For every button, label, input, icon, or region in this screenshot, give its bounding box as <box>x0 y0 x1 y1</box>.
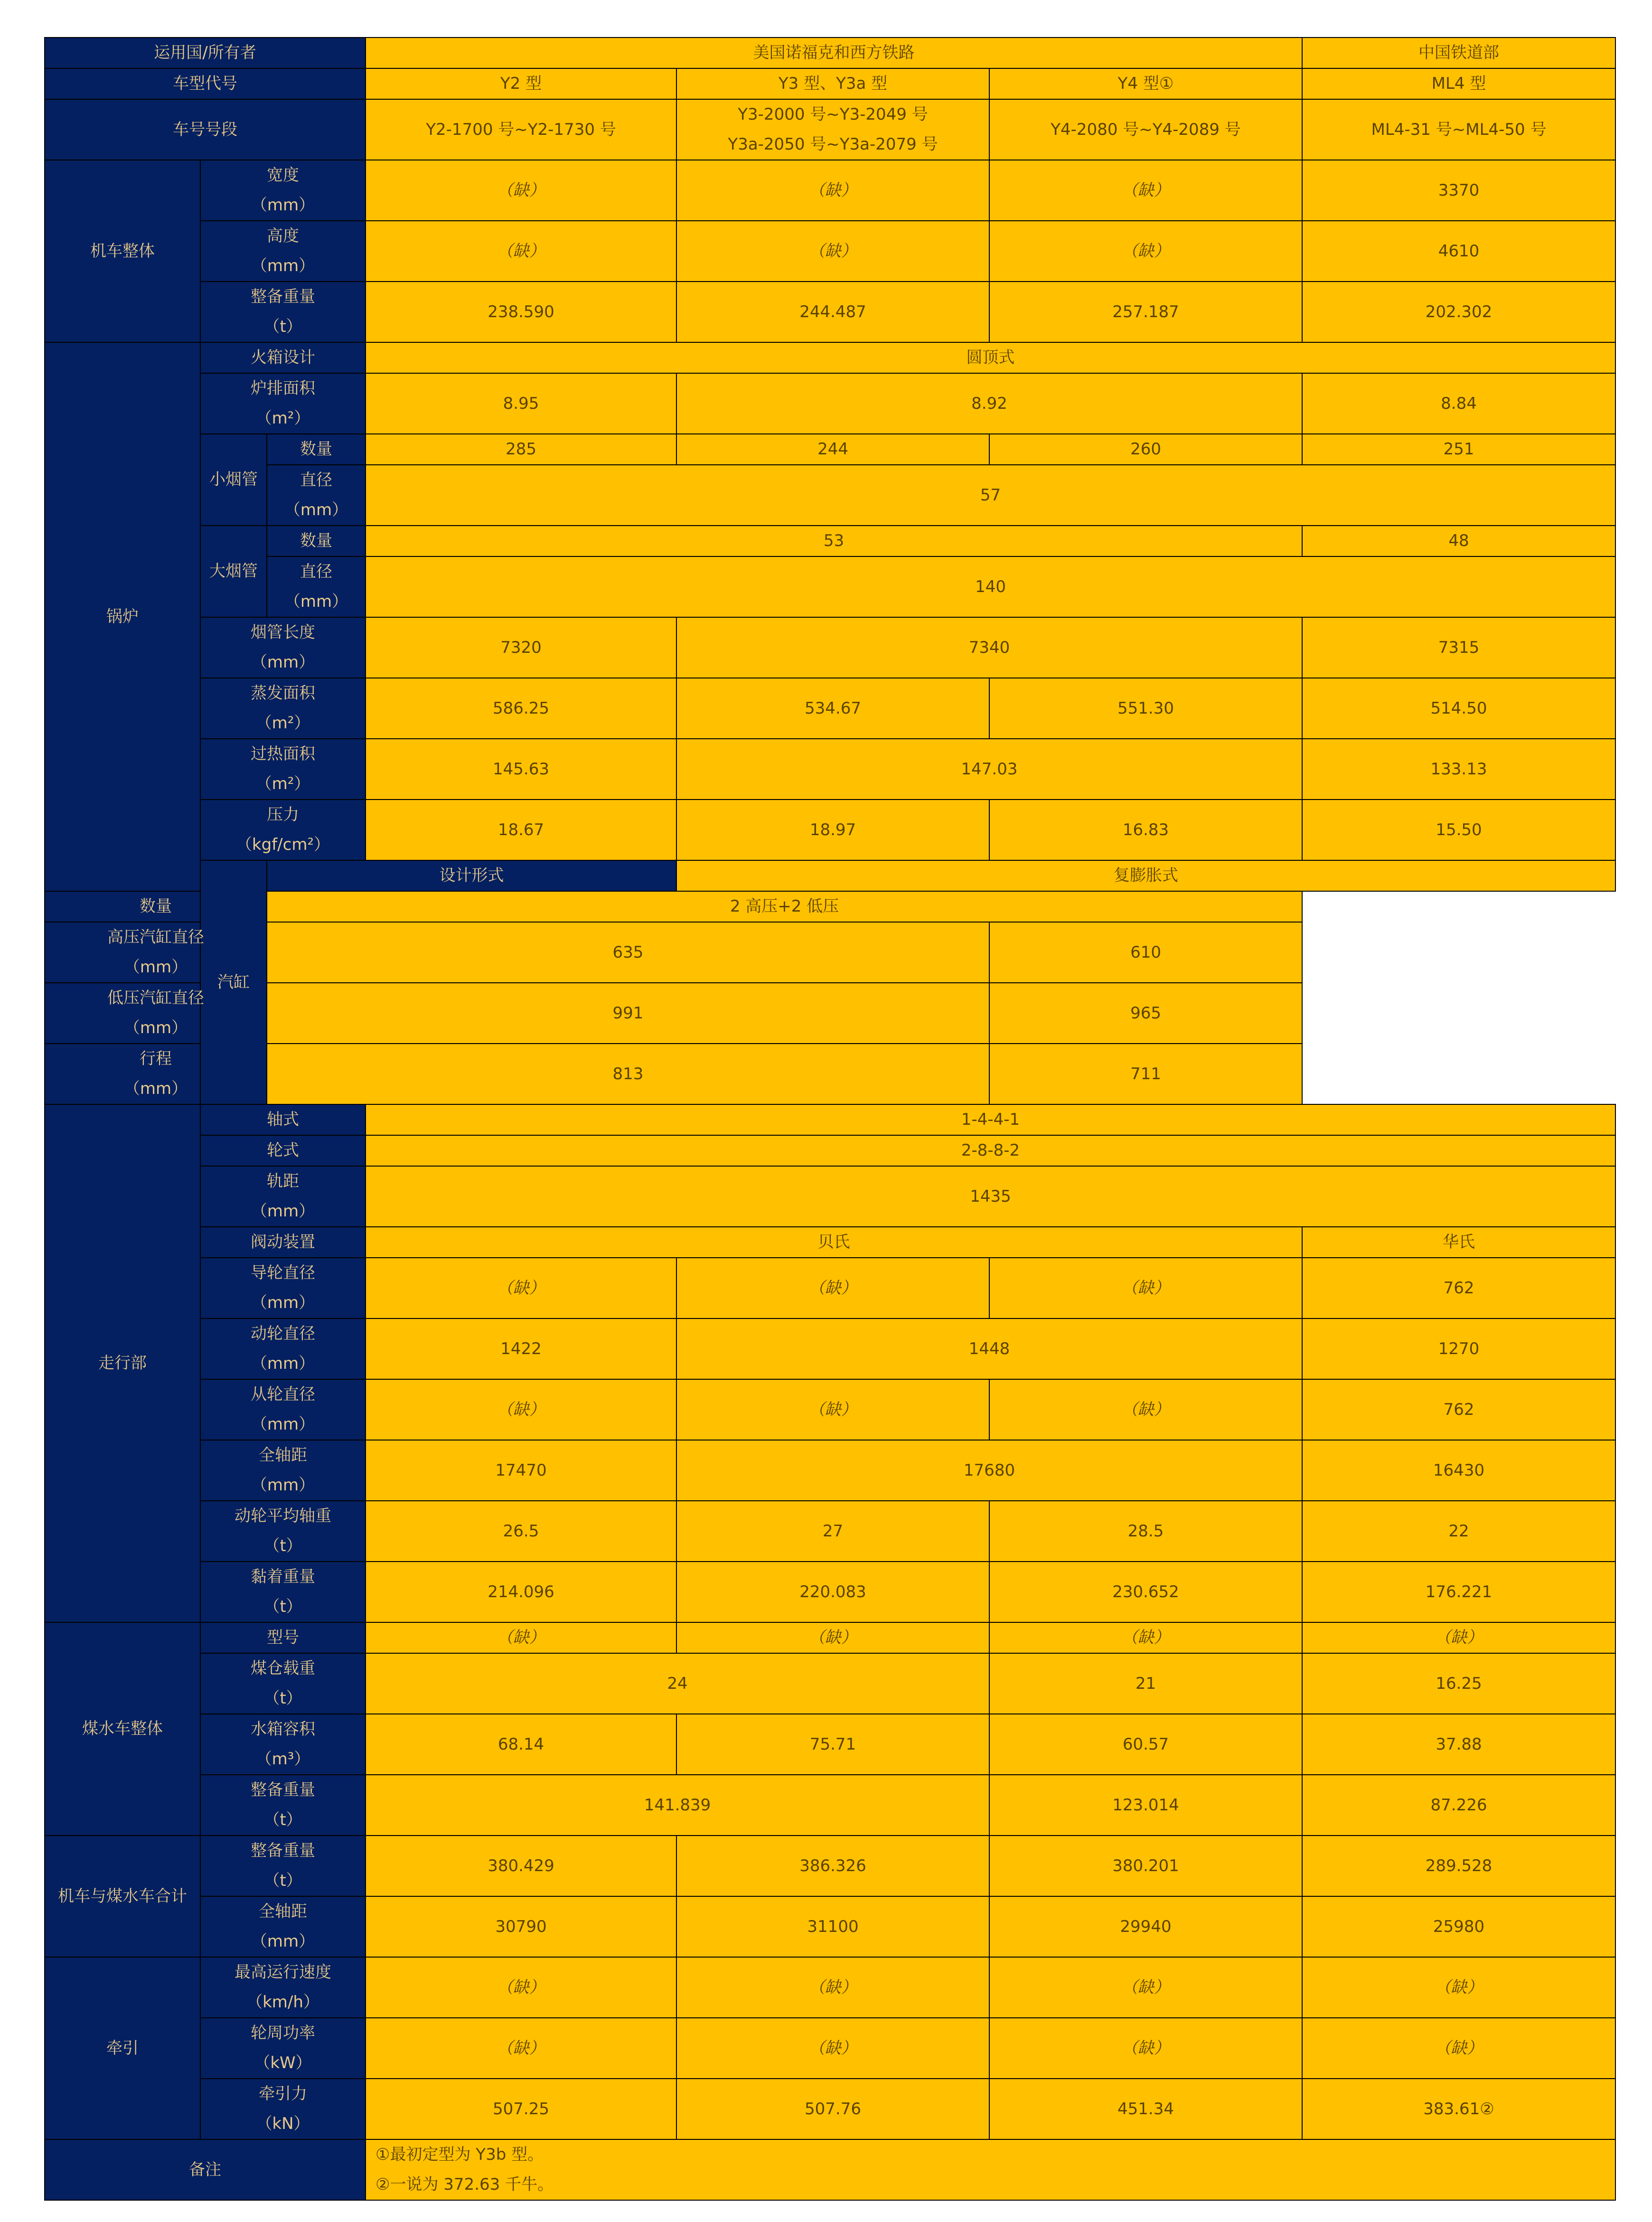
value-cell: 8.92 <box>676 373 1302 434</box>
row-label: 直径 （mm） <box>267 556 366 617</box>
missing-value-cell: （缺） <box>366 1622 676 1653</box>
value-cell: 8.95 <box>366 373 676 434</box>
value-cell: 289.528 <box>1302 1836 1615 1896</box>
row-label: 数量 <box>267 434 366 465</box>
table-row <box>45 1714 1615 1775</box>
value-cell: 251 <box>1302 434 1615 465</box>
row-label: 低压汽缸直径 （mm） <box>45 983 267 1044</box>
number-range-cell: ML4-31 号~ML4-50 号 <box>1302 99 1615 160</box>
missing-value-cell: （缺） <box>676 1258 989 1318</box>
value-cell: 21 <box>989 1653 1302 1714</box>
group-label-locomotive: 机车整体 <box>45 160 200 342</box>
value-cell: 1-4-4-1 <box>366 1104 1615 1135</box>
value-cell: 534.67 <box>676 678 989 739</box>
table-row <box>45 38 1615 68</box>
row-label: 整备重量 （t） <box>200 282 366 342</box>
value-cell: 1422 <box>366 1318 676 1379</box>
value-cell: 813 <box>267 1044 989 1104</box>
missing-value-cell: （缺） <box>989 1622 1302 1653</box>
row-label: 型号 <box>200 1622 366 1653</box>
row-label: 行程 （mm） <box>45 1044 267 1104</box>
missing-value-cell: （缺） <box>366 1957 676 2018</box>
missing-value-cell: （缺） <box>1302 2018 1615 2079</box>
row-label: 高度 （mm） <box>200 221 366 282</box>
row-label: 轮周功率 （kW） <box>200 2018 366 2079</box>
value-cell: 75.71 <box>676 1714 989 1775</box>
table-row <box>45 342 1615 373</box>
row-label: 牵引力 （kN） <box>200 2079 366 2139</box>
table-row <box>45 99 1615 160</box>
table-row <box>45 1227 1615 1258</box>
value-cell: 244.487 <box>676 282 989 342</box>
table-row <box>45 556 1615 617</box>
value-cell: 60.57 <box>989 1714 1302 1775</box>
value-cell: 230.652 <box>989 1562 1302 1622</box>
table-row <box>45 68 1615 99</box>
remark-note-1: ①最初定型为 Y3b 型。 <box>375 2145 544 2164</box>
group-label-boiler: 锅炉 <box>45 342 200 891</box>
table-row <box>45 678 1615 739</box>
value-cell: 220.083 <box>676 1562 989 1622</box>
missing-value-cell: （缺） <box>676 1957 989 2018</box>
table-row <box>45 1258 1615 1318</box>
value-cell: 991 <box>267 983 989 1044</box>
number-range-cell: Y4-2080 号~Y4-2089 号 <box>989 99 1302 160</box>
owner-usa-cell: 美国诺福克和西方铁路 <box>366 38 1302 68</box>
row-label: 动轮平均轴重 （t） <box>200 1501 366 1562</box>
missing-value-cell: （缺） <box>1302 1622 1615 1653</box>
table-row <box>45 2018 1615 2079</box>
value-cell: 华氏 <box>1302 1227 1615 1258</box>
model-cell: Y3 型、Y3a 型 <box>676 68 989 99</box>
row-label: 最高运行速度 （km/h） <box>200 1957 366 2018</box>
value-cell: 610 <box>989 922 1302 983</box>
value-cell: 1270 <box>1302 1318 1615 1379</box>
value-cell: 244 <box>676 434 989 465</box>
value-cell: 202.302 <box>1302 282 1615 342</box>
row-label: 蒸发面积 （m²） <box>200 678 366 739</box>
owner-china-cell: 中国铁道部 <box>1302 38 1615 68</box>
value-cell: 7340 <box>676 617 1302 678</box>
value-cell: 7320 <box>366 617 676 678</box>
value-cell: 1435 <box>366 1166 1615 1227</box>
value-cell: 176.221 <box>1302 1562 1615 1622</box>
missing-value-cell: （缺） <box>366 2018 676 2079</box>
value-cell: 380.201 <box>989 1836 1302 1896</box>
value-cell: 586.25 <box>366 678 676 739</box>
row-label: 数量 <box>45 891 267 922</box>
value-cell: 68.14 <box>366 1714 676 1775</box>
table-row <box>45 739 1615 800</box>
row-label: 烟管长度 （mm） <box>200 617 366 678</box>
number-range-cell: Y2-1700 号~Y2-1730 号 <box>366 99 676 160</box>
value-cell: 762 <box>1302 1258 1615 1318</box>
value-cell: 25980 <box>1302 1896 1615 1957</box>
missing-value-cell: （缺） <box>989 1379 1302 1440</box>
value-cell: 762 <box>1302 1379 1615 1440</box>
value-cell: 507.76 <box>676 2079 989 2139</box>
value-cell: 复膨胀式 <box>676 860 1615 891</box>
table-row <box>45 922 1615 983</box>
table-row <box>45 891 1615 922</box>
table-row <box>45 1104 1615 1135</box>
missing-value-cell: （缺） <box>676 1379 989 1440</box>
value-cell: 507.25 <box>366 2079 676 2139</box>
value-cell: 16.83 <box>989 800 1302 860</box>
value-cell: 30790 <box>366 1896 676 1957</box>
value-cell: 17470 <box>366 1440 676 1501</box>
value-cell: 257.187 <box>989 282 1302 342</box>
number-range-cell: Y3-2000 号~Y3-2049 号 Y3a-2050 号~Y3a-2079 号 <box>676 99 989 160</box>
missing-value-cell: （缺） <box>676 2018 989 2079</box>
value-cell: 451.34 <box>989 2079 1302 2139</box>
row-label: 车号号段 <box>45 99 366 160</box>
value-cell: 214.096 <box>366 1562 676 1622</box>
value-cell: 7315 <box>1302 617 1615 678</box>
value-cell: 18.67 <box>366 800 676 860</box>
missing-value-cell: （缺） <box>366 1258 676 1318</box>
value-cell: 4610 <box>1302 221 1615 282</box>
value-cell: 1448 <box>676 1318 1302 1379</box>
table-row <box>45 526 1615 556</box>
missing-value-cell: （缺） <box>366 221 676 282</box>
value-cell: 贝氏 <box>366 1227 1302 1258</box>
table-row <box>45 1135 1615 1166</box>
missing-value-cell: （缺） <box>989 160 1302 221</box>
row-label: 直径 （mm） <box>267 465 366 526</box>
value-cell: 514.50 <box>1302 678 1615 739</box>
table-row <box>45 373 1615 434</box>
value-cell: 53 <box>366 526 1302 556</box>
value-cell: 3370 <box>1302 160 1615 221</box>
value-cell: 551.30 <box>989 678 1302 739</box>
table-row <box>45 1957 1615 2018</box>
row-label: 轮式 <box>200 1135 366 1166</box>
value-cell: 18.97 <box>676 800 989 860</box>
missing-value-cell: （缺） <box>676 1622 989 1653</box>
row-label: 轴式 <box>200 1104 366 1135</box>
table-row <box>45 860 1615 891</box>
table-row <box>45 1836 1615 1896</box>
value-cell: 2-8-8-2 <box>366 1135 1615 1166</box>
model-cell: Y2 型 <box>366 68 676 99</box>
table-row <box>45 1379 1615 1440</box>
row-label: 压力 （kgf/cm²） <box>200 800 366 860</box>
value-cell: 16430 <box>1302 1440 1615 1501</box>
remark-note-2: ②一说为 372.63 千牛。 <box>375 2175 554 2194</box>
value-cell: 28.5 <box>989 1501 1302 1562</box>
row-label: 阀动装置 <box>200 1227 366 1258</box>
table-row <box>45 2139 1615 2200</box>
value-cell: 141.839 <box>366 1775 989 1836</box>
value-cell: 2 高压+2 低压 <box>267 891 1302 922</box>
table-row <box>45 1318 1615 1379</box>
value-cell: 22 <box>1302 1501 1615 1562</box>
group-label-cylinder: 汽缸 <box>200 860 267 1104</box>
table-row <box>45 1775 1615 1836</box>
row-label: 全轴距 （mm） <box>200 1896 366 1957</box>
row-label: 宽度 （mm） <box>200 160 366 221</box>
row-label: 黏着重量 （t） <box>200 1562 366 1622</box>
value-cell: 635 <box>267 922 989 983</box>
group-label-running-gear: 走行部 <box>45 1104 200 1622</box>
table-row <box>45 465 1615 526</box>
group-label-combined: 机车与煤水车合计 <box>45 1836 200 1957</box>
value-cell: 147.03 <box>676 739 1302 800</box>
value-cell: 48 <box>1302 526 1615 556</box>
spec-table <box>44 37 1616 2201</box>
table-row <box>45 617 1615 678</box>
value-cell: 27 <box>676 1501 989 1562</box>
remarks-cell <box>366 2139 1615 2200</box>
row-label: 煤仓载重 （t） <box>200 1653 366 1714</box>
value-cell: 29940 <box>989 1896 1302 1957</box>
group-label-traction: 牵引 <box>45 1957 200 2139</box>
value-cell: 383.61② <box>1302 2079 1615 2139</box>
row-label: 轨距 （mm） <box>200 1166 366 1227</box>
table-row <box>45 434 1615 465</box>
value-cell: 31100 <box>676 1896 989 1957</box>
row-label: 导轮直径 （mm） <box>200 1258 366 1318</box>
value-cell: 386.326 <box>676 1836 989 1896</box>
row-label: 运用国/所有者 <box>45 38 366 68</box>
value-cell: 140 <box>366 556 1615 617</box>
missing-value-cell: （缺） <box>676 221 989 282</box>
value-cell: 57 <box>366 465 1615 526</box>
sub-group-label-small-tubes: 小烟管 <box>200 434 267 526</box>
value-cell: 965 <box>989 983 1302 1044</box>
row-label: 高压汽缸直径 （mm） <box>45 922 267 983</box>
row-label: 水箱容积 （m³） <box>200 1714 366 1775</box>
row-label: 火箱设计 <box>200 342 366 373</box>
value-cell: 24 <box>366 1653 989 1714</box>
value-cell: 380.429 <box>366 1836 676 1896</box>
value-cell: 285 <box>366 434 676 465</box>
value-cell: 15.50 <box>1302 800 1615 860</box>
row-label: 整备重量 （t） <box>200 1775 366 1836</box>
sub-group-label-large-tubes: 大烟管 <box>200 526 267 617</box>
table-row <box>45 1044 1615 1104</box>
table-row <box>45 1166 1615 1227</box>
table-row <box>45 221 1615 282</box>
row-label: 车型代号 <box>45 68 366 99</box>
value-cell: 26.5 <box>366 1501 676 1562</box>
table-row <box>45 1622 1615 1653</box>
table-row <box>45 1440 1615 1501</box>
row-label: 数量 <box>267 526 366 556</box>
missing-value-cell: （缺） <box>989 2018 1302 2079</box>
value-cell: 260 <box>989 434 1302 465</box>
table-row <box>45 2079 1615 2139</box>
value-cell: 87.226 <box>1302 1775 1615 1836</box>
row-label: 全轴距 （mm） <box>200 1440 366 1501</box>
row-label: 动轮直径 （mm） <box>200 1318 366 1379</box>
model-cell: ML4 型 <box>1302 68 1615 99</box>
model-cell: Y4 型① <box>989 68 1302 99</box>
missing-value-cell: （缺） <box>676 160 989 221</box>
table-row <box>45 1896 1615 1957</box>
row-label: 设计形式 <box>267 860 676 891</box>
row-label: 从轮直径 （mm） <box>200 1379 366 1440</box>
table-row <box>45 1562 1615 1622</box>
row-label: 整备重量 （t） <box>200 1836 366 1896</box>
value-cell: 133.13 <box>1302 739 1615 800</box>
missing-value-cell: （缺） <box>1302 1957 1615 2018</box>
missing-value-cell: （缺） <box>366 1379 676 1440</box>
row-label: 炉排面积 （m²） <box>200 373 366 434</box>
table-row <box>45 282 1615 342</box>
missing-value-cell: （缺） <box>989 1957 1302 2018</box>
value-cell: 8.84 <box>1302 373 1615 434</box>
value-cell: 145.63 <box>366 739 676 800</box>
value-cell: 37.88 <box>1302 1714 1615 1775</box>
table-row <box>45 983 1615 1044</box>
value-cell: 圆顶式 <box>366 342 1615 373</box>
table-row <box>45 160 1615 221</box>
table-row <box>45 800 1615 860</box>
value-cell: 17680 <box>676 1440 1302 1501</box>
value-cell: 711 <box>989 1044 1302 1104</box>
missing-value-cell: （缺） <box>989 1258 1302 1318</box>
missing-value-cell: （缺） <box>989 221 1302 282</box>
table-row <box>45 1501 1615 1562</box>
value-cell: 238.590 <box>366 282 676 342</box>
row-label: 过热面积 （m²） <box>200 739 366 800</box>
remarks-label: 备注 <box>45 2139 366 2200</box>
group-label-tender: 煤水车整体 <box>45 1622 200 1836</box>
value-cell: 123.014 <box>989 1775 1302 1836</box>
value-cell: 16.25 <box>1302 1653 1615 1714</box>
table-row <box>45 1653 1615 1714</box>
missing-value-cell: （缺） <box>366 160 676 221</box>
